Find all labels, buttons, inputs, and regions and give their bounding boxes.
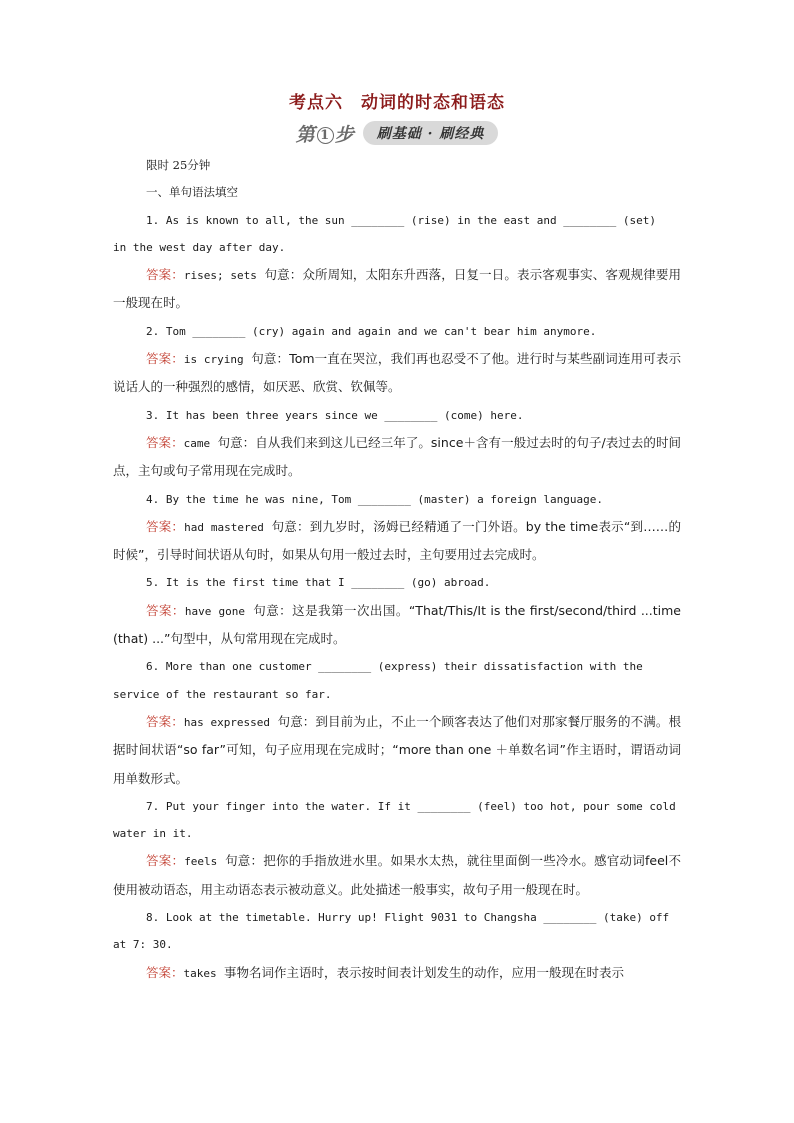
answer-value: have gone xyxy=(184,604,245,618)
question-text-continued: water in it. xyxy=(113,827,193,841)
question-text: 2. Tom ________ (cry) again and again and we can't bear him anymore. xyxy=(146,324,597,338)
answer-block xyxy=(113,261,681,318)
question-item xyxy=(113,486,681,570)
question-text: 6. More than one customer ________ (express) their dissatisfaction with the xyxy=(146,660,643,674)
answer-explanation: 句意：把你的手指放进水里。如果水太热，就往里面倒一些冷水。感官动词feel不使用被动语态，用主动语态表示被动意义。此处描述一般事实，故句子用一般现在时。 xyxy=(113,853,681,897)
time-limit: 限时 25分钟 xyxy=(146,158,211,172)
step-number-icon: 1 xyxy=(317,127,334,144)
question-item xyxy=(113,904,681,987)
answer-label: 答案： xyxy=(146,713,184,729)
answer-explanation: 句意：自从我们来到这儿已经三年了。since＋含有一般过去时的句子/表过去的时间点，主句或句子常用现在完成时。 xyxy=(113,434,681,479)
answer-label: 答案： xyxy=(146,351,184,367)
question-text: 1. As is known to all, the sun ________ (rise) in the east and ________ (set) xyxy=(146,213,656,227)
answer-value: feels xyxy=(184,855,218,869)
title-part2: 动词的时态和语态 xyxy=(361,93,505,113)
question-text: 8. Look at the timetable. Hurry up! Flight 9031 to Changsha ________ (take) off xyxy=(146,911,670,925)
answer-explanation: 句意：到目前为止，不止一个顾客表达了他们对那家餐厅服务的不满。根据时间状语“so far”可知，句子应用现在完成时；“more than one ＋单数名词”作主语时，谓语动词用单数形式。 xyxy=(113,713,681,786)
question-text-continued: service of the restaurant so far. xyxy=(113,687,332,701)
answer-block xyxy=(113,959,681,987)
answer-explanation: 句意：这是我第一次出国。“That/This/It is the first/second/third ...time (that) ...”句型中，从句常用现在完成时。 xyxy=(113,602,681,647)
question-text-continued: in the west day after day. xyxy=(113,240,286,254)
question-list xyxy=(113,207,681,987)
question-item xyxy=(113,793,681,904)
answer-block xyxy=(113,513,681,570)
answer-label: 答案： xyxy=(146,853,185,869)
answer-block xyxy=(113,429,681,486)
document-page xyxy=(113,92,681,987)
question-item xyxy=(113,402,681,486)
answer-block xyxy=(113,708,681,793)
answer-value: had mastered xyxy=(184,520,264,534)
question-text-continued: at 7: 30. xyxy=(113,938,173,952)
answer-label: 答案： xyxy=(146,518,185,534)
step-prefix: 第 xyxy=(295,123,316,146)
answer-block xyxy=(113,345,681,402)
answer-label: 答案： xyxy=(146,964,184,980)
title-part1: 考点六 xyxy=(289,93,343,113)
step-tag: 刷基础 · 刷经典 xyxy=(363,121,499,145)
step-suffix: 步 xyxy=(334,123,355,146)
answer-explanation: 句意：Tom一直在哭泣，我们再也忍受不了他。进行时与某些副词连用可表示说话人的一种强烈的感情，如厌恶、欣赏、钦佩等。 xyxy=(113,351,681,395)
answer-value: has expressed xyxy=(183,715,271,729)
answer-explanation: 句意：众所周知，太阳东升西落，日复一日。表示客观事实、客观规律要用一般现在时。 xyxy=(113,267,681,311)
answer-label: 答案： xyxy=(146,602,185,618)
answer-label: 答案： xyxy=(146,434,184,450)
answer-value: came xyxy=(183,436,211,450)
answer-value: is crying xyxy=(183,353,244,367)
step-banner xyxy=(113,120,681,146)
answer-explanation: 事物名词作主语时，表示按时间表计划发生的动作，应用一般现在时表示 xyxy=(223,964,624,980)
answer-block xyxy=(113,847,681,904)
question-item xyxy=(113,653,681,792)
question-item xyxy=(113,569,681,653)
question-item xyxy=(113,207,681,318)
question-text: 7. Put your finger into the water. If it ________ (feel) too hot, pour some cold xyxy=(146,799,676,813)
answer-explanation: 句意：到九岁时，汤姆已经精通了一门外语。by the time表示“到……的时候”，引导时间状语从句时，如果从句用一般过去时，主句要用过去完成时。 xyxy=(113,518,681,563)
answer-label: 答案： xyxy=(146,267,184,283)
section-heading: 一、单句语法填空 xyxy=(146,185,238,200)
answer-value: rises; sets xyxy=(183,269,257,283)
answer-block xyxy=(113,597,681,654)
answer-value: takes xyxy=(183,966,217,980)
question-text: 4. By the time he was nine, Tom ________ (master) a foreign language. xyxy=(146,492,603,506)
question-item xyxy=(113,318,681,402)
question-text: 5. It is the first time that I ________ (go) abroad. xyxy=(146,576,491,590)
step-label xyxy=(296,120,355,147)
question-text: 3. It has been three years since we ________ (come) here. xyxy=(146,408,524,422)
page-title xyxy=(113,92,681,114)
